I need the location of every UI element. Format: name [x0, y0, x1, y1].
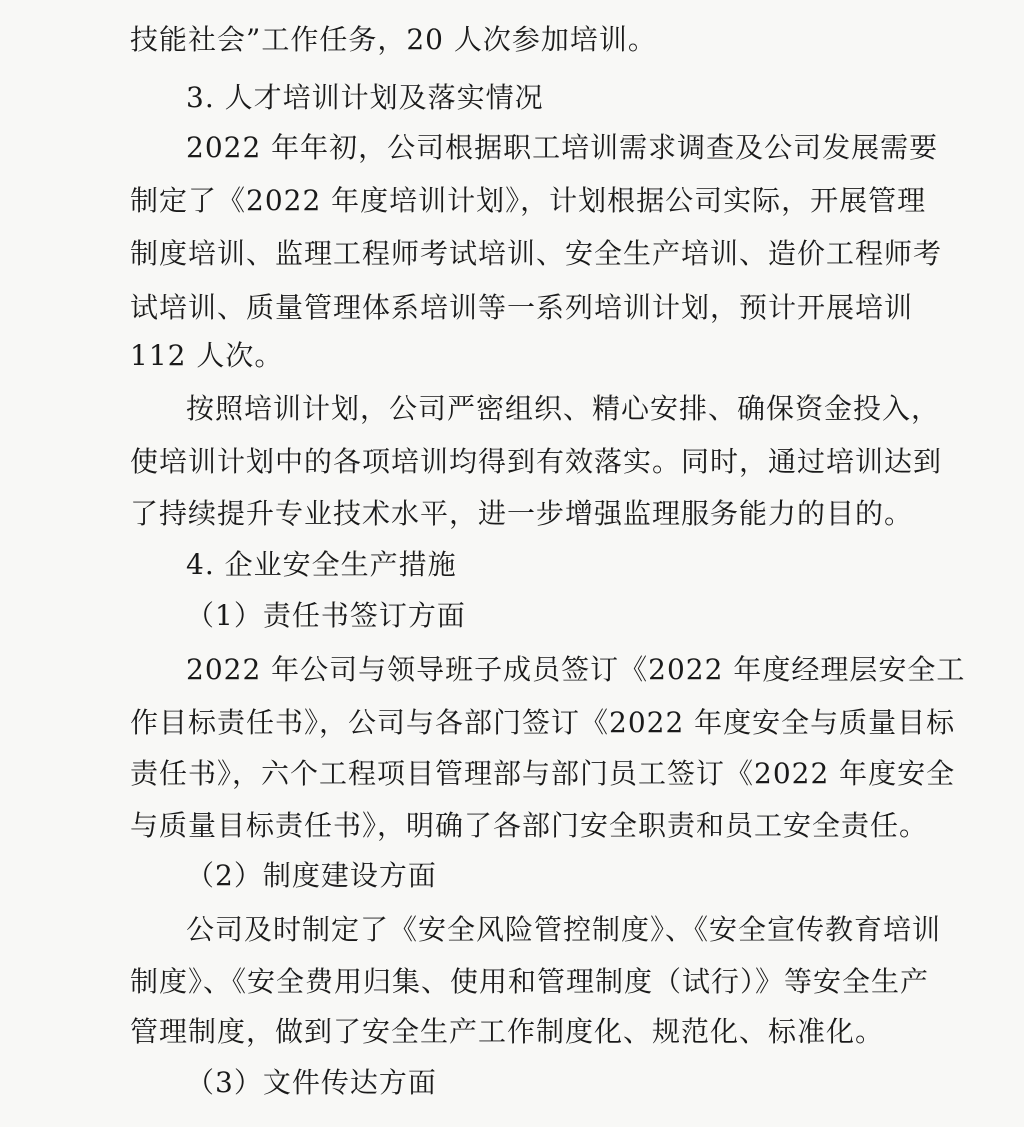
text-line: 使培训计划中的各项培训均得到有效落实。同时，通过培训达到 — [130, 445, 943, 478]
text-line: 制度培训、监理工程师考试培训、安全生产培训、造价工程师考 — [130, 237, 943, 270]
subsection-heading: （1）责任书签订方面 — [186, 599, 466, 632]
text-line: 公司及时制定了《安全风险管控制度》、《安全宣传教育培训 — [186, 913, 942, 946]
text-line: 制定了《2022 年度培训计划》，计划根据公司实际，开展管理 — [130, 184, 927, 217]
text-line: 112 人次。 — [130, 339, 284, 372]
text-line: 技能社会”工作任务，20 人次参加培训。 — [130, 23, 657, 56]
text-line: 责任书》，六个工程项目管理部与部门员工签订《2022 年度安全 — [130, 757, 956, 790]
text-line: 了持续提升专业技术水平，进一步增强监理服务能力的目的。 — [130, 497, 914, 530]
text-line: 试培训、质量管理体系培训等一系列培训计划，预计开展培训 — [130, 291, 914, 324]
section-heading: 3. 人才培训计划及落实情况 — [186, 81, 544, 114]
text-line: 2022 年年初，公司根据职工培训需求调查及公司发展需要 — [186, 131, 939, 164]
subsection-heading: （2）制度建设方面 — [186, 859, 437, 892]
text-line: 作目标责任书》，公司与各部门签订《2022 年度安全与质量目标 — [130, 706, 956, 739]
text-line: 管理制度，做到了安全生产工作制度化、规范化、标准化。 — [130, 1015, 885, 1048]
text-line: 制度》、《安全费用归集、使用和管理制度（试行）》等安全生产 — [130, 965, 930, 998]
text-line: 2022 年公司与领导班子成员签订《2022 年度经理层安全工 — [186, 653, 966, 686]
text-line: 按照培训计划，公司严密组织、精心安排、确保资金投入， — [186, 392, 941, 425]
text-line: 与质量目标责任书》，明确了各部门安全职责和员工安全责任。 — [130, 809, 929, 842]
section-heading: 4. 企业安全生产措施 — [186, 548, 457, 581]
subsection-heading: （3）文件传达方面 — [186, 1066, 437, 1099]
